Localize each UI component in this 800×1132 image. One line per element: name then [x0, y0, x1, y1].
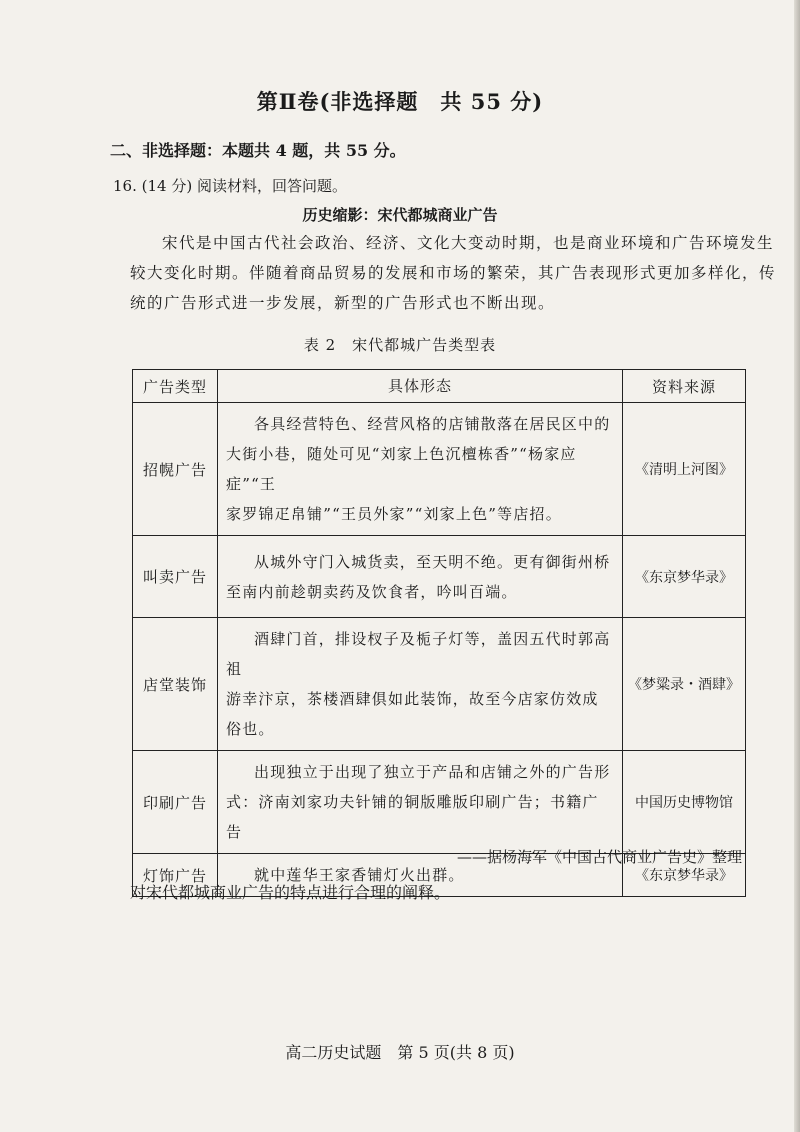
ad-type-cell: 叫卖广告: [133, 536, 218, 618]
header-ad-type: 广告类型: [133, 370, 218, 403]
ad-type-cell: 印刷广告: [133, 751, 218, 854]
form-line-text: 酒肆门首，排设杈子及栀子灯等，盖因五代时郭高祖: [226, 630, 611, 678]
source-cell: 《东京梦华录》: [623, 536, 746, 618]
form-line-text: 出现独立于出现了独立于产品和店铺之外的广告形: [254, 763, 611, 781]
header-form: 具体形态: [218, 370, 623, 403]
form-line: 家罗锦疋帛铺”“王员外家”“刘家上色”等店招。: [226, 505, 562, 523]
ad-type-cell: 招幌广告: [133, 403, 218, 536]
form-line-text: 各具经营特色、经营风格的店铺散落在居民区中的: [254, 415, 611, 433]
section-title: 第Ⅱ卷(非选择题 共 55 分): [256, 89, 544, 114]
form-line: [226, 409, 614, 439]
table-caption: 表 2 宋代都城广告类型表: [303, 336, 497, 354]
material-paragraph-line: 较大变化时期。伴随着商品贸易的发展和市场的繁荣，其广告表现形式更加多样化，传: [130, 264, 777, 282]
form-line: 至南内前趁朝卖药及饮食者，吟叫百端。: [226, 582, 518, 601]
task-prompt: 对宋代都城商业广告的特点进行合理的阐释。: [130, 883, 451, 902]
form-cell: [218, 751, 623, 854]
question-label: 16. (14 分) 阅读材料，回答问题。: [113, 177, 347, 195]
form-line: 俗也。: [226, 720, 275, 738]
table-row: [133, 618, 746, 751]
material-paragraph-line: 统的广告形式进一步发展，新型的广告形式也不断出现。: [130, 294, 556, 312]
material-title: 历史缩影：宋代都城商业广告: [302, 206, 498, 224]
page-footer: 高二历史试题 第 5 页(共 8 页): [285, 1043, 515, 1062]
header-source: 资料来源: [623, 370, 746, 403]
form-cell: [218, 536, 623, 618]
form-line-text: 就中莲华王家香铺灯火出群。: [254, 866, 465, 884]
form-line-text: 从城外守门入城货卖，至天明不绝。更有御街州桥: [254, 552, 611, 571]
form-cell: [218, 403, 623, 536]
table-row: [133, 403, 746, 536]
form-line: 式：济南刘家功夫针铺的铜版雕版印刷广告；书籍广告: [226, 793, 599, 841]
source-cell: 《清明上河图》: [623, 403, 746, 536]
form-line: [226, 624, 614, 684]
source-cell: 《梦粱录・酒肆》: [623, 618, 746, 751]
ad-type-cell: 灯饰广告: [133, 854, 218, 897]
table-header-row: [133, 370, 746, 403]
table-row: [133, 751, 746, 854]
source-cell: 中国历史博物馆: [623, 751, 746, 854]
ad-type-table: [132, 369, 746, 897]
form-line: [226, 757, 614, 787]
scan-edge-shadow: [794, 0, 800, 1132]
material-paragraph-line: 宋代是中国古代社会政治、经济、文化大变动时期，也是商业环境和广告环境发生: [162, 234, 775, 252]
form-line: 大街小巷，随处可见“刘家上色沉檀栋香”“杨家应症”“王: [226, 445, 577, 493]
ad-type-cell: 店堂装饰: [133, 618, 218, 751]
form-cell: [218, 618, 623, 751]
form-line: 游幸汴京，茶楼酒肆俱如此装饰，故至今店家仿效成: [226, 690, 599, 708]
citation: ——据杨海军《中国古代商业广告史》整理: [456, 848, 742, 866]
form-line: [226, 547, 614, 577]
source-cell: 《东京梦华录》: [623, 854, 746, 897]
table-row: [133, 536, 746, 618]
part-heading: 二、非选择题：本题共 4 题，共 55 分。: [110, 141, 406, 160]
